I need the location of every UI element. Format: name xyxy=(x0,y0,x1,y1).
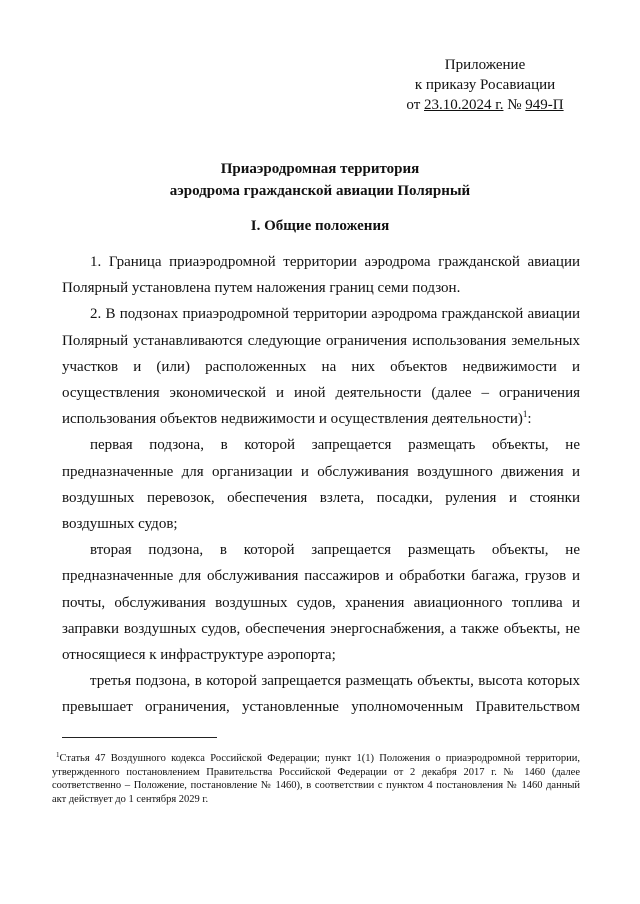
footnote-reference: 1 xyxy=(522,409,528,420)
appendix-line-1: Приложение xyxy=(444,57,526,73)
paragraph-1: 1. Граница приаэродромной территории аэродрома гражданской авиации Полярный установлена путем наложения границ семи подзон. xyxy=(62,254,580,297)
appendix-line-2: к приказу Росавиации xyxy=(414,77,556,93)
document-title xyxy=(0,158,640,202)
footnote-separator xyxy=(62,737,217,738)
paragraph-5: третья подзона, в которой запрещается размещать объекты, высота которых превышает ограничения, установленные уполномоченным Правительством xyxy=(62,673,580,716)
footnote xyxy=(52,752,580,806)
paragraph-4: вторая подзона, в которой запрещается размещать объекты, не предназначенные для обслуживания пассажиров и обработки багажа, грузов и почты, обслуживания воздушных судов, хранения авиационного топлива и заправки воздушных судов, обеспечения энергоснабжения, а также объекты, не относящиеся к инфраструктуре аэропорта; xyxy=(62,542,580,664)
paragraph-2-text: 2. В подзонах приаэродромной территории аэродрома гражданской авиации Полярный устанавливаются следующие ограничения использования земельных участков и (или) расположенных на них объектов недвижимости и осуществления экономической и иной деятельности (далее – ограничения использования объектов недвижимости и осуществления деятельности) xyxy=(62,306,580,428)
footnote-paragraph xyxy=(52,752,580,806)
footnote-text: Статья 47 Воздушного кодекса Российской Федерации; пункт 1(1) Положения о приаэродромной территории, утвержденного постановлением Правительства Российской Федерации от 2 декабря 2017 г. № 1460 (далее соответственно – Положение, постановление № 1460), в соответствии с пунктом 4 постановления № 1460 данный акт действует до 1 сентября 2029 г. xyxy=(52,753,580,805)
appendix-line-3 xyxy=(390,95,580,115)
appendix-date: 23.10.2024 г. xyxy=(424,97,504,113)
paragraph-2 xyxy=(62,301,580,432)
paragraph-2-end: : xyxy=(527,411,532,428)
appendix-order-number: 949-П xyxy=(525,97,564,113)
section-heading: I. Общие положения xyxy=(250,218,390,234)
title-line-1: Приаэродромная территория xyxy=(220,161,420,177)
appendix-date-prefix: от xyxy=(406,97,424,113)
document-body xyxy=(62,249,580,721)
footnote-mark: 1 xyxy=(56,751,60,759)
paragraph-3: первая подзона, в которой запрещается размещать объекты, не предназначенные для организации и обслуживания воздушного движения и воздушных перевозок, обеспечения взлета, посадки, руления и стоянки воздушных судов; xyxy=(62,437,580,533)
appendix-block xyxy=(390,55,580,115)
appendix-number-sign: № xyxy=(503,97,526,113)
title-line-2: аэродрома гражданской авиации Полярный xyxy=(169,183,471,199)
